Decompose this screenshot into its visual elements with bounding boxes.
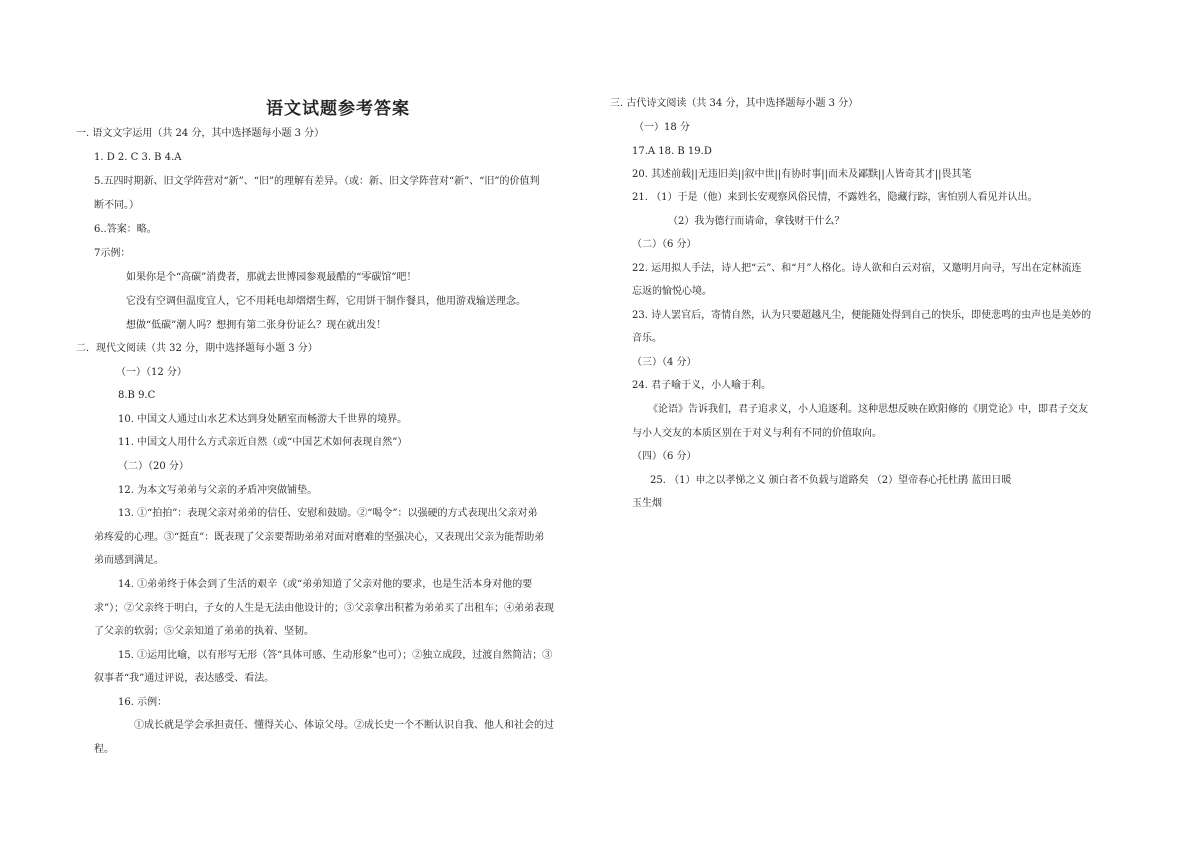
subsection-3-3: （三）（4 分）: [632, 357, 697, 368]
answer-13-line1: 13. ①“拍拍”：表现父亲对弟弟的信任、安慰和鼓励。②“喝令”：以强硬的方式表现出父亲对弟: [118, 508, 538, 519]
section-3-heading: 三. 古代诗文阅读（共 34 分，其中选择题每小题 3 分）: [610, 98, 859, 109]
answer-24-explain-line2: 与小人交友的本质区别在于对义与利有不同的价值取向。: [632, 428, 882, 439]
section-2-heading: 二．现代文阅读（共 32 分，期中选择题每小题 3 分）: [76, 343, 318, 354]
answer-23-line2: 音乐。: [632, 333, 662, 344]
answer-25-line1: 25. （1）申之以孝悌之义 颁白者不负载与道路矣 （2）望帝春心托杜鹃 蓝田日暖: [650, 475, 1012, 486]
answer-15-line1: 15. ①运用比喻，以有形写无形（答“具体可感、生动形象”也可）；②独立成段，过渡自然简洁；③: [118, 650, 553, 661]
subsection-3-2: （二）（6 分）: [632, 239, 697, 250]
answer-24-explain-line1: 《论语》告诉我们，君子追求义，小人追逐利。这种思想反映在欧阳修的《朋党论》中，即君子交友: [648, 404, 1088, 415]
answer-7-line1: 如果你是个“高碳”消费者，那就去世博园参观最酷的“零碳馆”吧！: [126, 272, 417, 283]
answer-12: 12. 为本文写弟弟与父亲的矛盾冲突做铺垫。: [118, 485, 318, 496]
section-1-heading: 一. 语文文字运用（共 24 分，其中选择题每小题 3 分）: [76, 128, 325, 139]
subsection-2-2: （二）（20 分）: [118, 461, 189, 472]
answer-25-line2: 玉生烟: [632, 498, 662, 509]
answer-20: 20. 其述前载||无违旧美||叙中世||有协时事||而未及鄙黩||人皆奇其才||畏其笔: [632, 169, 972, 180]
subsection-2-1: （一）（12 分）: [116, 367, 187, 378]
answer-15-line2: 叙事者“我”通过评说，表达感受、看法。: [94, 673, 275, 684]
subsection-3-4: （四）（6 分）: [632, 451, 697, 462]
answer-1-4: 1. D 2. C 3. B 4.A: [94, 152, 182, 163]
answer-13-line3: 弟而感到满足。: [94, 555, 164, 566]
answer-21-2: （2）我为德行而请命，拿钱财干什么？: [668, 216, 845, 227]
answer-7-line3: 想做“低碳”潮人吗？想拥有第二张身份证么？现在就出发！: [126, 320, 387, 331]
answer-23-line1: 23. 诗人罢官后，寄情自然，认为只要超越凡尘，便能随处得到自己的快乐，即使悲鸣的虫声也是美妙的: [632, 310, 1092, 321]
answer-14-line2: 求”）；②父亲终于明白，子女的人生是无法由他设计的；③父亲拿出积蓄为弟弟买了出租车；④弟弟表现: [94, 603, 555, 614]
answer-22-line1: 22. 运用拟人手法，诗人把“云”、和“月”人格化。诗人欲和白云对宿，又邀明月向寻，写出在定林流连: [632, 263, 1082, 274]
answer-16-label: 16. 示例：: [118, 697, 168, 708]
answer-17-19: 17.A 18. B 19.D: [632, 146, 712, 157]
answer-16-line2: 程。: [94, 744, 114, 755]
answer-11: 11. 中国文人用什么方式亲近自然（或“中国艺术如何表现自然”）: [118, 437, 408, 448]
answer-22-line2: 忘返的愉悦心境。: [632, 286, 712, 297]
answer-14-line1: 14. ①弟弟终于体会到了生活的艰辛（或“弟弟知道了父亲对他的要求，也是生活本身对他的要: [118, 579, 533, 590]
answer-7-line2: 它没有空调但温度宜人，它不用耗电却熠熠生辉，它用饼干制作餐具，他用游戏输送理念。: [126, 296, 526, 307]
answer-13-line2: 弟疼爱的心理。③“挺直”：既表现了父亲要帮助弟弟对面对磨难的坚强决心，又表现出父亲为能帮助弟: [94, 532, 545, 543]
document-title: 语文试题参考答案: [266, 99, 410, 119]
answer-24: 24. 君子喻于义，小人喻于利。: [632, 380, 772, 391]
answer-5-line2: 断不同。）: [94, 200, 139, 211]
answer-7-label: 7示例：: [94, 248, 131, 259]
answer-14-line3: 了父亲的软弱；⑤父亲知道了弟弟的执着、坚韧。: [94, 626, 314, 637]
answer-6: 6..答案：略。: [94, 224, 157, 235]
answer-5-line1: 5.五四时期新、旧文学阵营对“新”、“旧”的理解有差异。（或：新、旧文学阵营对“新”、“旧”的价值判: [94, 176, 540, 187]
answer-16-line1: ①成长就是学会承担责任、懂得关心、体谅父母。②成长史一个不断认识自我、他人和社会的过: [134, 720, 554, 731]
answer-10: 10. 中国文人通过山水艺术达到身处陋室而畅游大千世界的境界。: [118, 414, 408, 425]
answer-21-1: 21. （1）于是（他）来到长安观察风俗民情，不露姓名，隐藏行踪，害怕别人看见并认出。: [632, 192, 1038, 203]
subsection-3-1: （一）18 分: [634, 122, 690, 133]
answer-8-9: 8.B 9.C: [118, 390, 156, 401]
